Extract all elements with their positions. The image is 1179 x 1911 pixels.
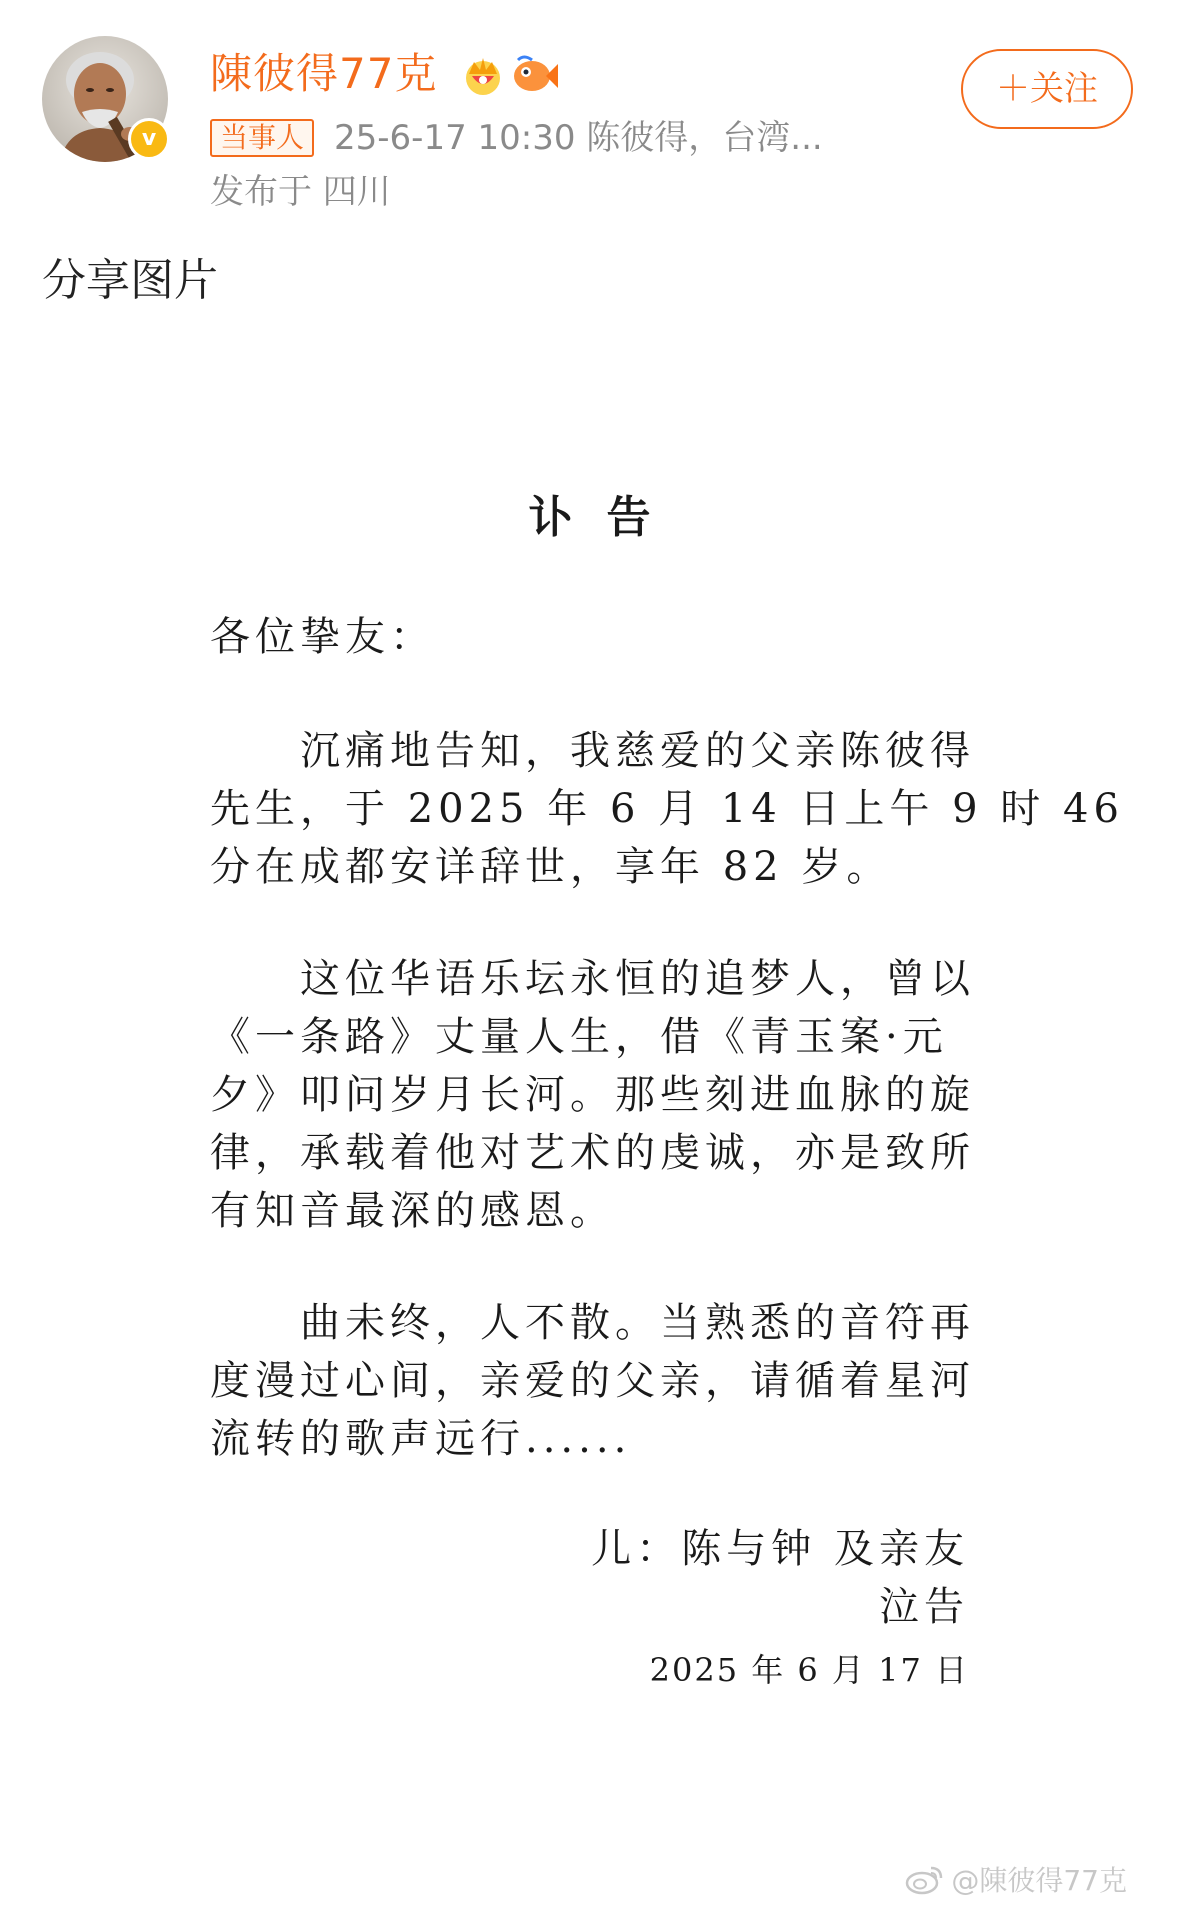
notice-paragraph	[210, 722, 1124, 896]
signature-line: 儿：陈与钟 及亲友	[591, 1526, 969, 1572]
notice-paragraph	[210, 1294, 975, 1468]
notice-line: 夕》叩问岁月长河。那些刻进血脉的旋	[210, 1072, 975, 1118]
weibo-icon	[905, 1862, 945, 1896]
notice-date: 2025 年 6 月 17 日	[649, 1651, 969, 1689]
notice-greeting: 各位挚友：	[210, 614, 435, 660]
watermark-text: @陳彼得77克	[951, 1864, 1127, 1897]
notice-line: 流转的歌声远行......	[210, 1416, 632, 1462]
notice-line: 律，承载着他对艺术的虔诚，亦是致所	[210, 1130, 975, 1176]
post-image[interactable]	[0, 330, 1179, 1911]
signature-line: 泣告	[879, 1584, 969, 1630]
post-text: 分享图片	[42, 255, 218, 306]
notice-line: 分在成都安详辞世，享年 82 岁。	[210, 844, 892, 890]
notice-line: 有知音最深的感恩。	[210, 1188, 615, 1234]
notice-line: 先生，于 2025 年 6 月 14 日上午 9 时 46	[210, 786, 1124, 832]
role-tag: 当事人	[210, 119, 314, 157]
notice-signature	[591, 1520, 969, 1636]
published-location: 发布于 四川	[210, 172, 391, 212]
fish-icon	[510, 52, 560, 96]
avatar[interactable]	[42, 36, 168, 162]
crown-icon	[460, 52, 506, 96]
notice-line: 曲未终，人不散。当熟悉的音符再	[300, 1300, 975, 1346]
watermark	[905, 1857, 1127, 1901]
follow-button[interactable]: ＋关注	[961, 49, 1133, 129]
username[interactable]: 陳彼得77克	[210, 49, 438, 98]
notice-paragraph	[210, 950, 975, 1240]
notice-line: 这位华语乐坛永恒的追梦人，曾以	[300, 956, 975, 1002]
post-time-source[interactable]: 25-6-17 10:30 陈彼得，台湾...	[334, 118, 823, 158]
verified-badge-icon: v	[128, 118, 170, 160]
post-meta	[210, 116, 823, 160]
notice-title: 讣告	[528, 492, 685, 543]
notice-line: 沉痛地告知，我慈爱的父亲陈彼得	[300, 728, 975, 774]
notice-line: 度漫过心间，亲爱的父亲，请循着星河	[210, 1358, 975, 1404]
notice-line: 《一条路》丈量人生，借《青玉案·元	[210, 1014, 948, 1060]
